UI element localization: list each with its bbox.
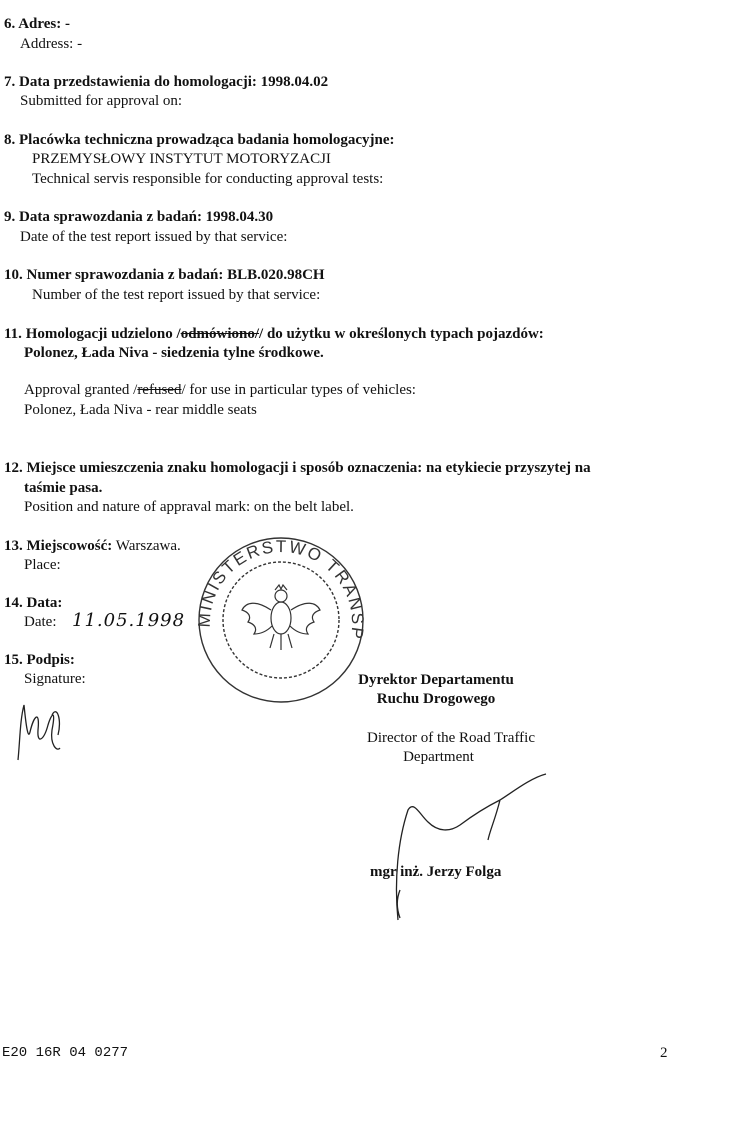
item-8-label: 8. Placówka techniczna prowadząca badania homologacyjne: <box>4 132 395 148</box>
director-title-en-2: Department <box>403 749 474 765</box>
director-title-pl-1: Dyrektor Departamentu <box>358 672 514 688</box>
stamp-text: MINISTERSTWO TRANSPORTU <box>178 515 368 642</box>
handwritten-date: 11.05.1998 <box>72 610 186 631</box>
item-14-english: Date: <box>24 614 57 630</box>
item-7-label: 7. Data przedstawienia do homologacji: 1998.04.02 <box>4 74 329 90</box>
item-15-label: 15. Podpis: <box>4 652 75 668</box>
director-title-en-1: Director of the Road Traffic <box>366 730 536 746</box>
item-11-english: Approval granted /refused/ for use in particular types of vehicles: <box>24 382 416 398</box>
item-9-label: 9. Data sprawozdania z badań: 1998.04.30 <box>4 209 274 225</box>
item-12-label: 12. Miejsce umieszczenia znaku homologacji i sposób oznaczenia: na etykiecie przyszytej na <box>4 460 591 476</box>
item-12-english: Position and nature of appraval mark: on the belt label. <box>24 499 354 515</box>
item-7-english: Submitted for approval on: <box>20 93 183 109</box>
director-name: mgr inż. Jerzy Folga <box>370 864 502 880</box>
document-code: E20 16R 04 0277 <box>2 1045 129 1061</box>
item-15-english: Signature: <box>24 671 86 687</box>
page-number: 2 <box>660 1045 668 1061</box>
director-title-pl-2: Ruchu Drogowego <box>376 691 496 707</box>
signature-director <box>380 770 560 930</box>
item-9-english: Date of the test report issued by that service: <box>20 229 288 245</box>
item-13-label: 13. Miejscowość: Warszawa. <box>4 538 181 554</box>
struck-refused-pl: odmówiono/ <box>180 326 260 342</box>
item-6-label: 6. Adres: - <box>4 16 70 32</box>
item-14-label: 14. Data: <box>4 595 63 611</box>
item-13-english: Place: <box>24 557 61 573</box>
item-11-vehicles-en: Polonez, Łada Niva - rear middle seats <box>24 402 257 418</box>
item-10-label: 10. Numer sprawozdania z badań: BLB.020.98CH <box>4 267 325 283</box>
item-10-english: Number of the test report issued by that service: <box>32 287 321 303</box>
signature-left <box>12 690 72 770</box>
struck-refused-en: refused <box>137 382 182 398</box>
item-11-vehicles-pl: Polonez, Łada Niva - siedzenia tylne środkowe. <box>24 345 324 361</box>
item-12-label-cont: taśmie pasa. <box>24 480 103 496</box>
item-8-value: PRZEMYSŁOWY INSTYTUT MOTORYZACJI <box>32 151 331 167</box>
eagle-emblem-icon <box>242 585 320 650</box>
item-11-label: 11. Homologacji udzielono /odmówiono// do użytku w określonych typach pojazdów: <box>4 326 544 342</box>
item-6-english: Address: - <box>20 36 83 52</box>
item-8-english: Technical servis responsible for conducting approval tests: <box>32 171 384 187</box>
